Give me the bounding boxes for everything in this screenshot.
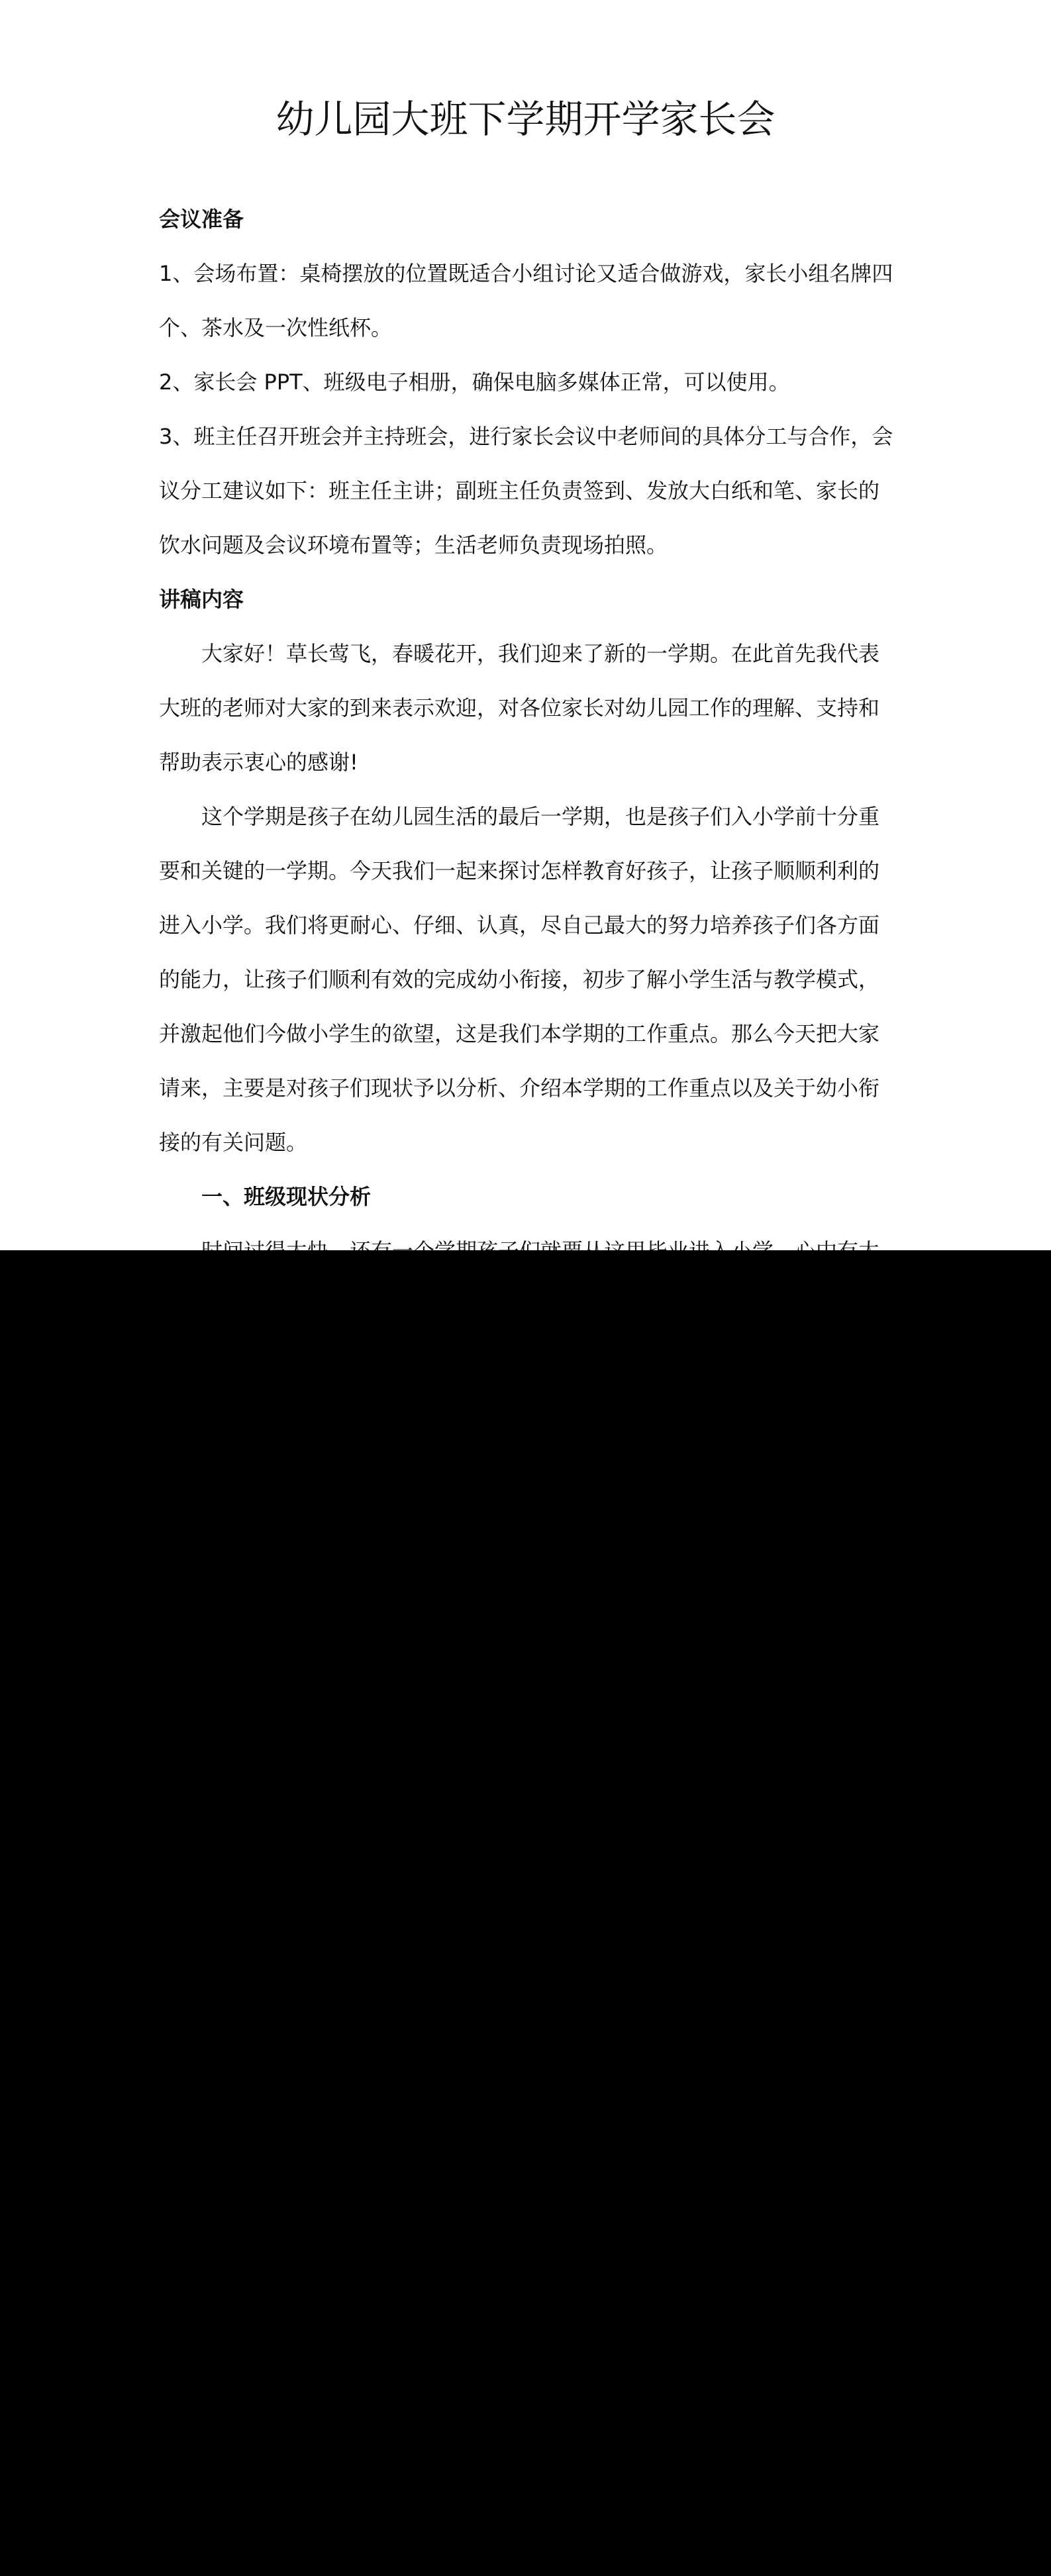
document-title: 幼儿园大班下学期开学家长会 bbox=[275, 97, 776, 142]
prep-item-3: 3、班主任召开班会并主持班会，进行家长会议中老师间的具体分工与合作，会议分工建议如下：班主任主讲；副班主任负责签到、发放大白纸和笔、家长的饮水问题及会议环境布置等；生活老师负责现场拍照。 bbox=[159, 424, 893, 558]
speech-paragraph-1: 大家好！草长莺飞，春暖花开，我们迎来了新的一学期。在此首先我代表大班的老师对大家的到来表示欢迎，对各位家长对幼儿园工作的理解、支持和帮助表示衷心的感谢! bbox=[159, 641, 880, 775]
section-heading-analysis: 一、班级现状分析 bbox=[201, 1184, 372, 1209]
prep-item-1: 1、会场布置：桌椅摆放的位置既适合小组讨论又适合做游戏，家长小组名牌四个、茶水及一次性纸杯。 bbox=[159, 261, 893, 340]
blank-black-area bbox=[0, 1250, 1051, 2576]
document-body bbox=[159, 192, 894, 1332]
section-heading-speech: 讲稿内容 bbox=[159, 587, 244, 612]
speech-paragraph-2: 这个学期是孩子在幼儿园生活的最后一学期，也是孩子们入小学前十分重要和关键的一学期。今天我们一起来探讨怎样教育好孩子，让孩子顺顺利利的进入小学。我们将更耐心、仔细、认真，尽自己最大的努力培养孩子们各方面的能力，让孩子们顺利有效的完成幼小衔接，初步了解小学生活与教学模式， 并激起他们今做小学生的欲望，这是我们本学期的工作重点。那么今天把大家请来，主要是对孩子们现状予以分析、介绍本学期的工作重点以及关于幼小衔接的有关问题。 bbox=[159, 804, 880, 1155]
document-page bbox=[0, 0, 1051, 1250]
prep-item-2: 2、家长会 PPT、班级电子相册，确保电脑多媒体正常，可以使用。 bbox=[159, 370, 790, 395]
section-heading-preparation: 会议准备 bbox=[159, 207, 244, 232]
